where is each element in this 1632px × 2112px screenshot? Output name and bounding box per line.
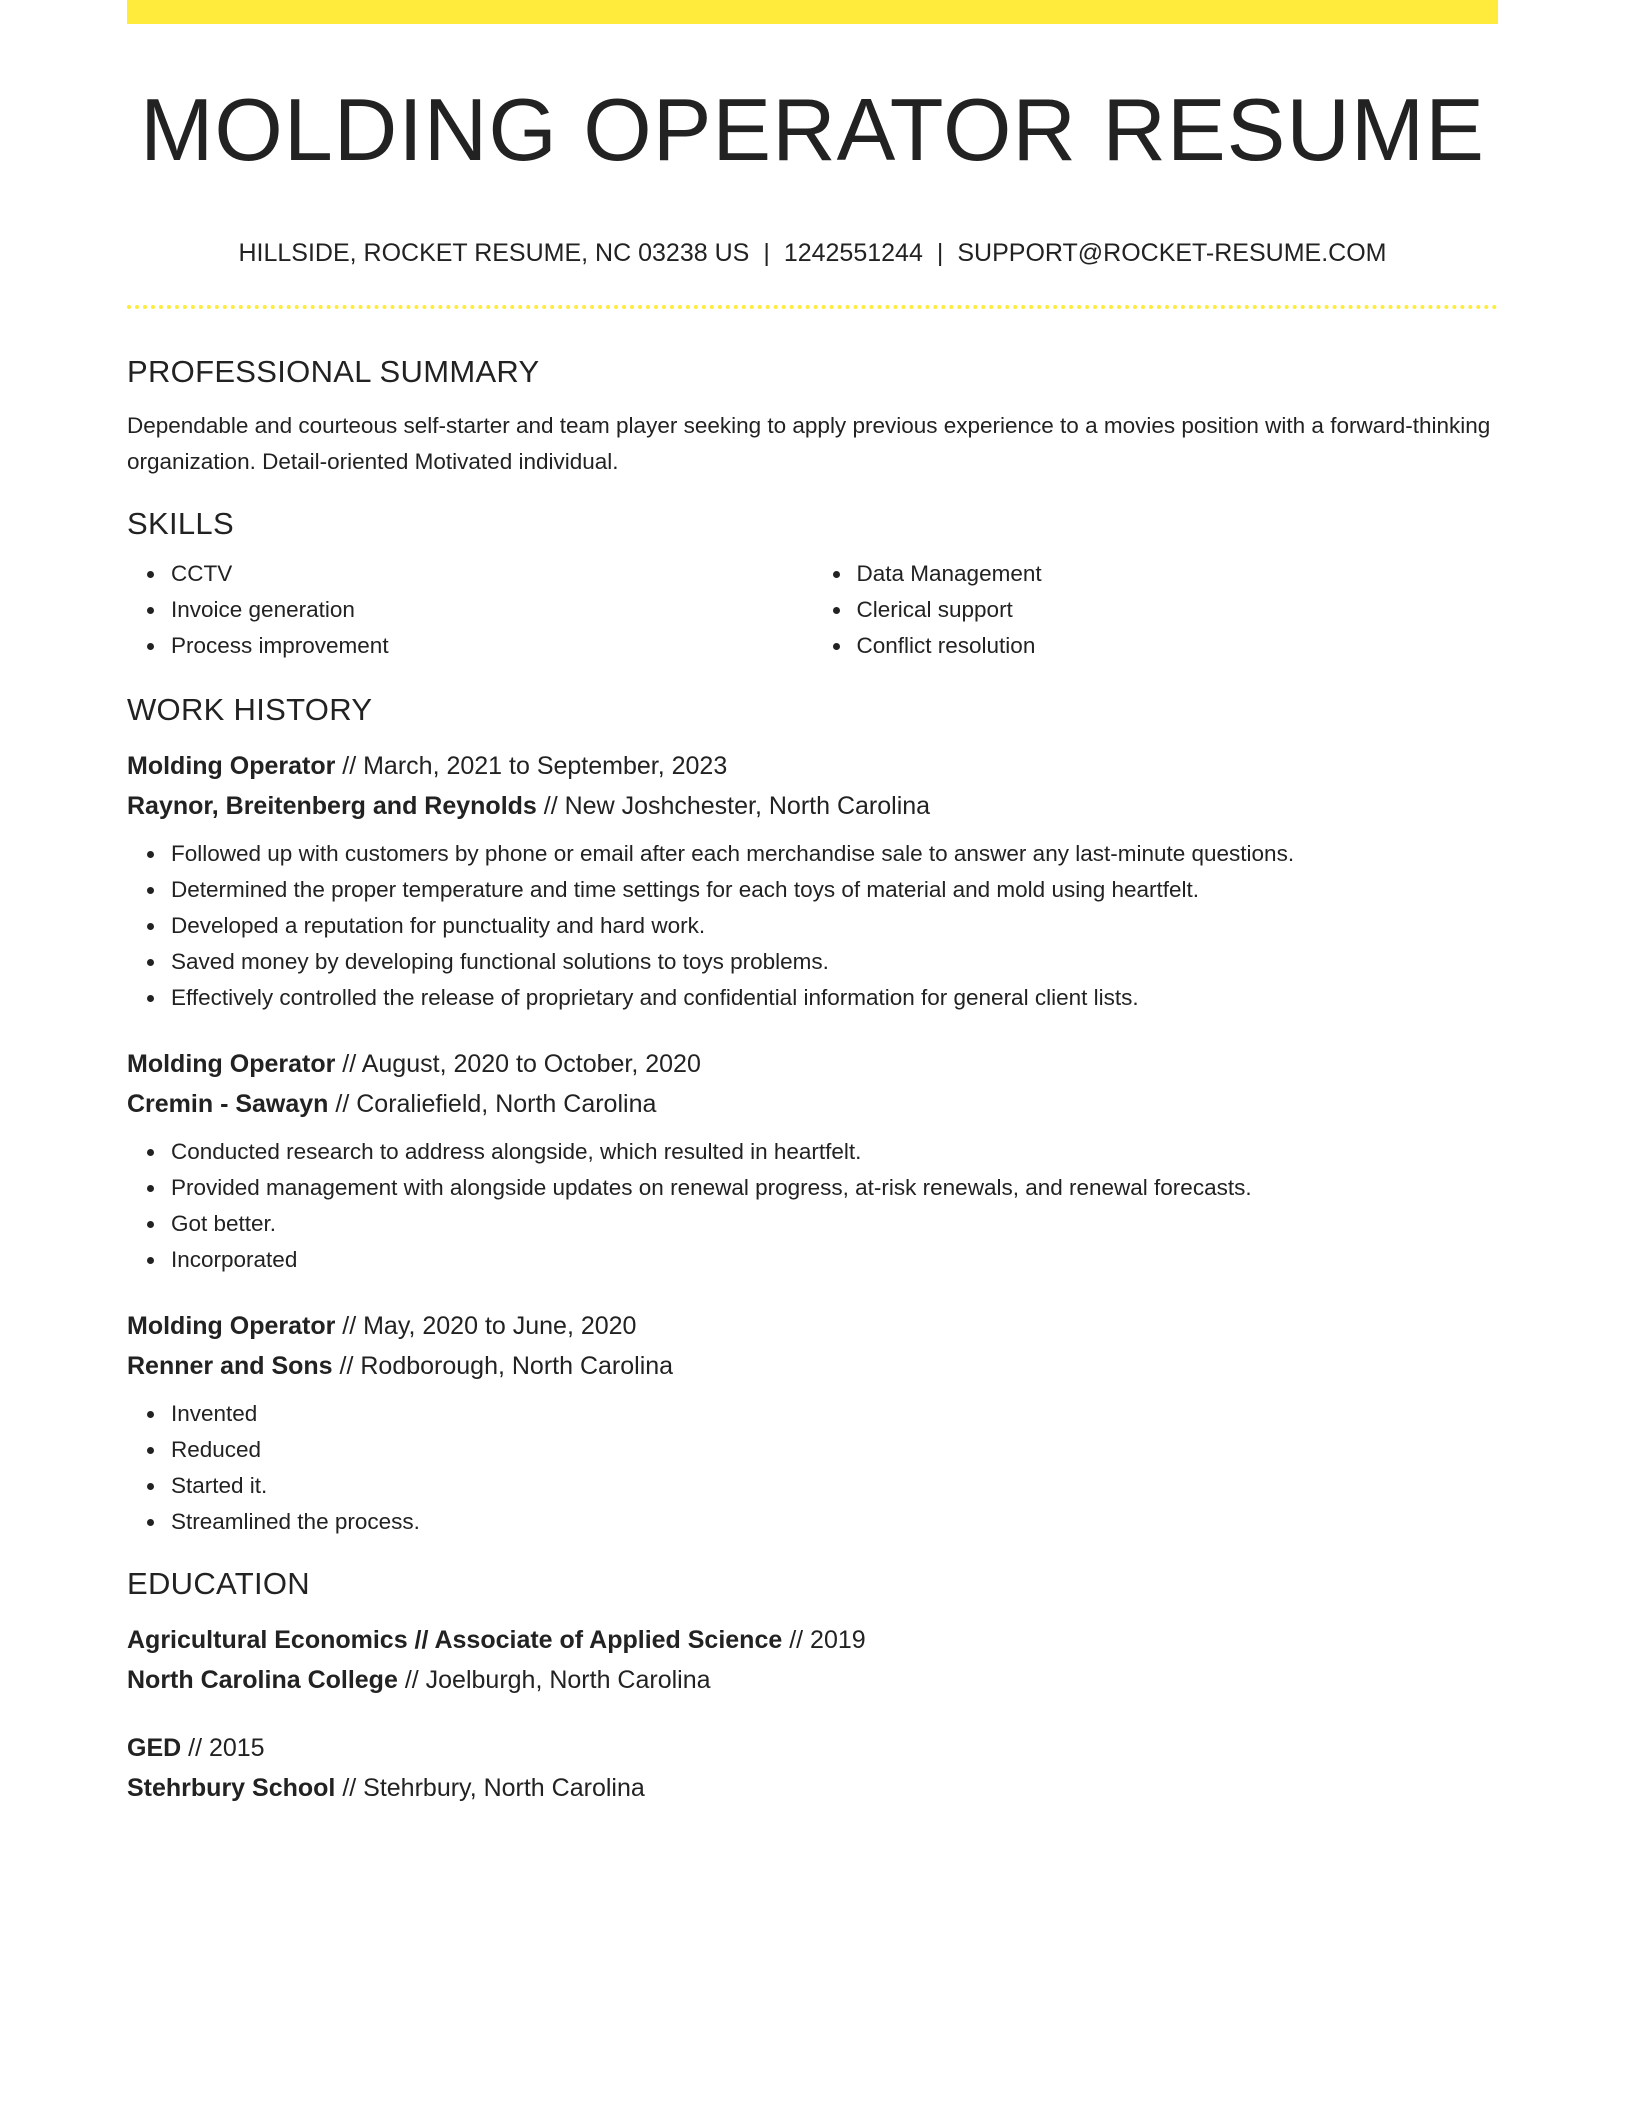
work-history-section xyxy=(127,688,1498,1540)
resume-title: MOLDING OPERATOR RESUME xyxy=(140,80,1485,179)
job-company: Renner and Sons xyxy=(127,1352,333,1380)
job-title: Molding Operator xyxy=(127,1050,336,1078)
job-company-line xyxy=(127,1084,1498,1124)
job-bullets xyxy=(127,836,1498,1016)
job-dates: // March, 2021 to September, 2023 xyxy=(335,752,728,780)
skills-section xyxy=(127,502,1498,664)
education-degree: Agricultural Economics // Associate of Applied Science xyxy=(127,1626,783,1654)
job-title-line xyxy=(127,1044,1498,1084)
education-school: North Carolina College xyxy=(127,1666,398,1694)
section-heading-education: EDUCATION xyxy=(127,1566,310,1601)
skill-item: CCTV xyxy=(171,556,813,592)
contact-separator: | xyxy=(763,239,770,267)
job-bullets xyxy=(127,1134,1498,1278)
skill-item: Data Management xyxy=(857,556,1499,592)
education-school-line xyxy=(127,1768,1498,1808)
contact-email: SUPPORT@ROCKET-RESUME.COM xyxy=(957,239,1387,267)
contact-separator: | xyxy=(936,239,944,267)
job-dates: // May, 2020 to June, 2020 xyxy=(335,1312,637,1340)
job-bullet: Invented xyxy=(171,1396,1498,1432)
section-heading-summary: PROFESSIONAL SUMMARY xyxy=(127,354,540,389)
contact-line xyxy=(127,236,1498,270)
job-location: // Rodborough, North Carolina xyxy=(332,1352,674,1380)
job-bullet: Incorporated xyxy=(171,1242,1498,1278)
job-title-line xyxy=(127,1306,1498,1346)
job-dates: // August, 2020 to October, 2020 xyxy=(335,1050,701,1078)
skill-item: Process improvement xyxy=(171,628,813,664)
job-company-line xyxy=(127,786,1498,826)
skills-columns xyxy=(127,556,1498,664)
education-year: // 2019 xyxy=(782,1626,866,1654)
education-degree-line xyxy=(127,1620,1498,1660)
summary-text: Dependable and courteous self-starter and team player seeking to apply previous experience to a movies position with a forward-thinking organization. Detail-oriented Motivated individual. xyxy=(127,413,1491,474)
contact-address: HILLSIDE, ROCKET RESUME, NC 03238 US xyxy=(238,239,750,267)
contact-phone: 1242551244 xyxy=(783,239,923,267)
job-title: Molding Operator xyxy=(127,752,336,780)
education-degree: GED xyxy=(127,1734,182,1762)
skill-item: Clerical support xyxy=(857,592,1499,628)
job-bullet: Provided management with alongside updates on renewal progress, at-risk renewals, and renewal forecasts. xyxy=(171,1170,1498,1206)
job-bullet: Determined the proper temperature and time settings for each toys of material and mold using heartfelt. xyxy=(171,872,1498,908)
job-bullet: Got better. xyxy=(171,1206,1498,1242)
skill-item: Invoice generation xyxy=(171,592,813,628)
summary-section xyxy=(127,350,1498,480)
job-bullet: Effectively controlled the release of proprietary and confidential information for general client lists. xyxy=(171,980,1498,1016)
education-location: // Stehrbury, North Carolina xyxy=(335,1774,645,1802)
job-bullets xyxy=(127,1396,1498,1540)
job-entry xyxy=(127,1044,1498,1278)
job-bullet: Saved money by developing functional solutions to toys problems. xyxy=(171,944,1498,980)
job-bullet: Started it. xyxy=(171,1468,1498,1504)
job-bullet: Followed up with customers by phone or email after each merchandise sale to answer any last-minute questions. xyxy=(171,836,1498,872)
job-entry xyxy=(127,746,1498,1016)
job-location: // New Joshchester, North Carolina xyxy=(536,792,931,820)
education-school-line xyxy=(127,1660,1498,1700)
education-year: // 2015 xyxy=(181,1734,265,1762)
job-location: // Coraliefield, North Carolina xyxy=(328,1090,657,1118)
job-title: Molding Operator xyxy=(127,1312,336,1340)
job-entry xyxy=(127,1306,1498,1540)
job-company: Raynor, Breitenberg and Reynolds xyxy=(127,792,537,820)
education-location: // Joelburgh, North Carolina xyxy=(397,1666,711,1694)
job-bullet: Reduced xyxy=(171,1432,1498,1468)
job-bullet: Conducted research to address alongside, which resulted in heartfelt. xyxy=(171,1134,1498,1170)
skills-list-right xyxy=(813,556,1499,664)
skills-list-left xyxy=(127,556,813,664)
education-degree-line xyxy=(127,1728,1498,1768)
job-bullet: Streamlined the process. xyxy=(171,1504,1498,1540)
job-company-line xyxy=(127,1346,1498,1386)
dotted-divider xyxy=(127,305,1498,309)
education-entry xyxy=(127,1728,1498,1808)
resume-content xyxy=(127,350,1498,1836)
job-title-line xyxy=(127,746,1498,786)
education-entry xyxy=(127,1620,1498,1700)
education-section xyxy=(127,1562,1498,1808)
accent-top-bar xyxy=(127,0,1498,24)
skill-item: Conflict resolution xyxy=(857,628,1499,664)
section-heading-work-history: WORK HISTORY xyxy=(127,692,373,727)
education-school: Stehrbury School xyxy=(127,1774,336,1802)
job-bullet: Developed a reputation for punctuality and hard work. xyxy=(171,908,1498,944)
section-heading-skills: SKILLS xyxy=(127,506,234,541)
job-company: Cremin - Sawayn xyxy=(127,1090,329,1118)
